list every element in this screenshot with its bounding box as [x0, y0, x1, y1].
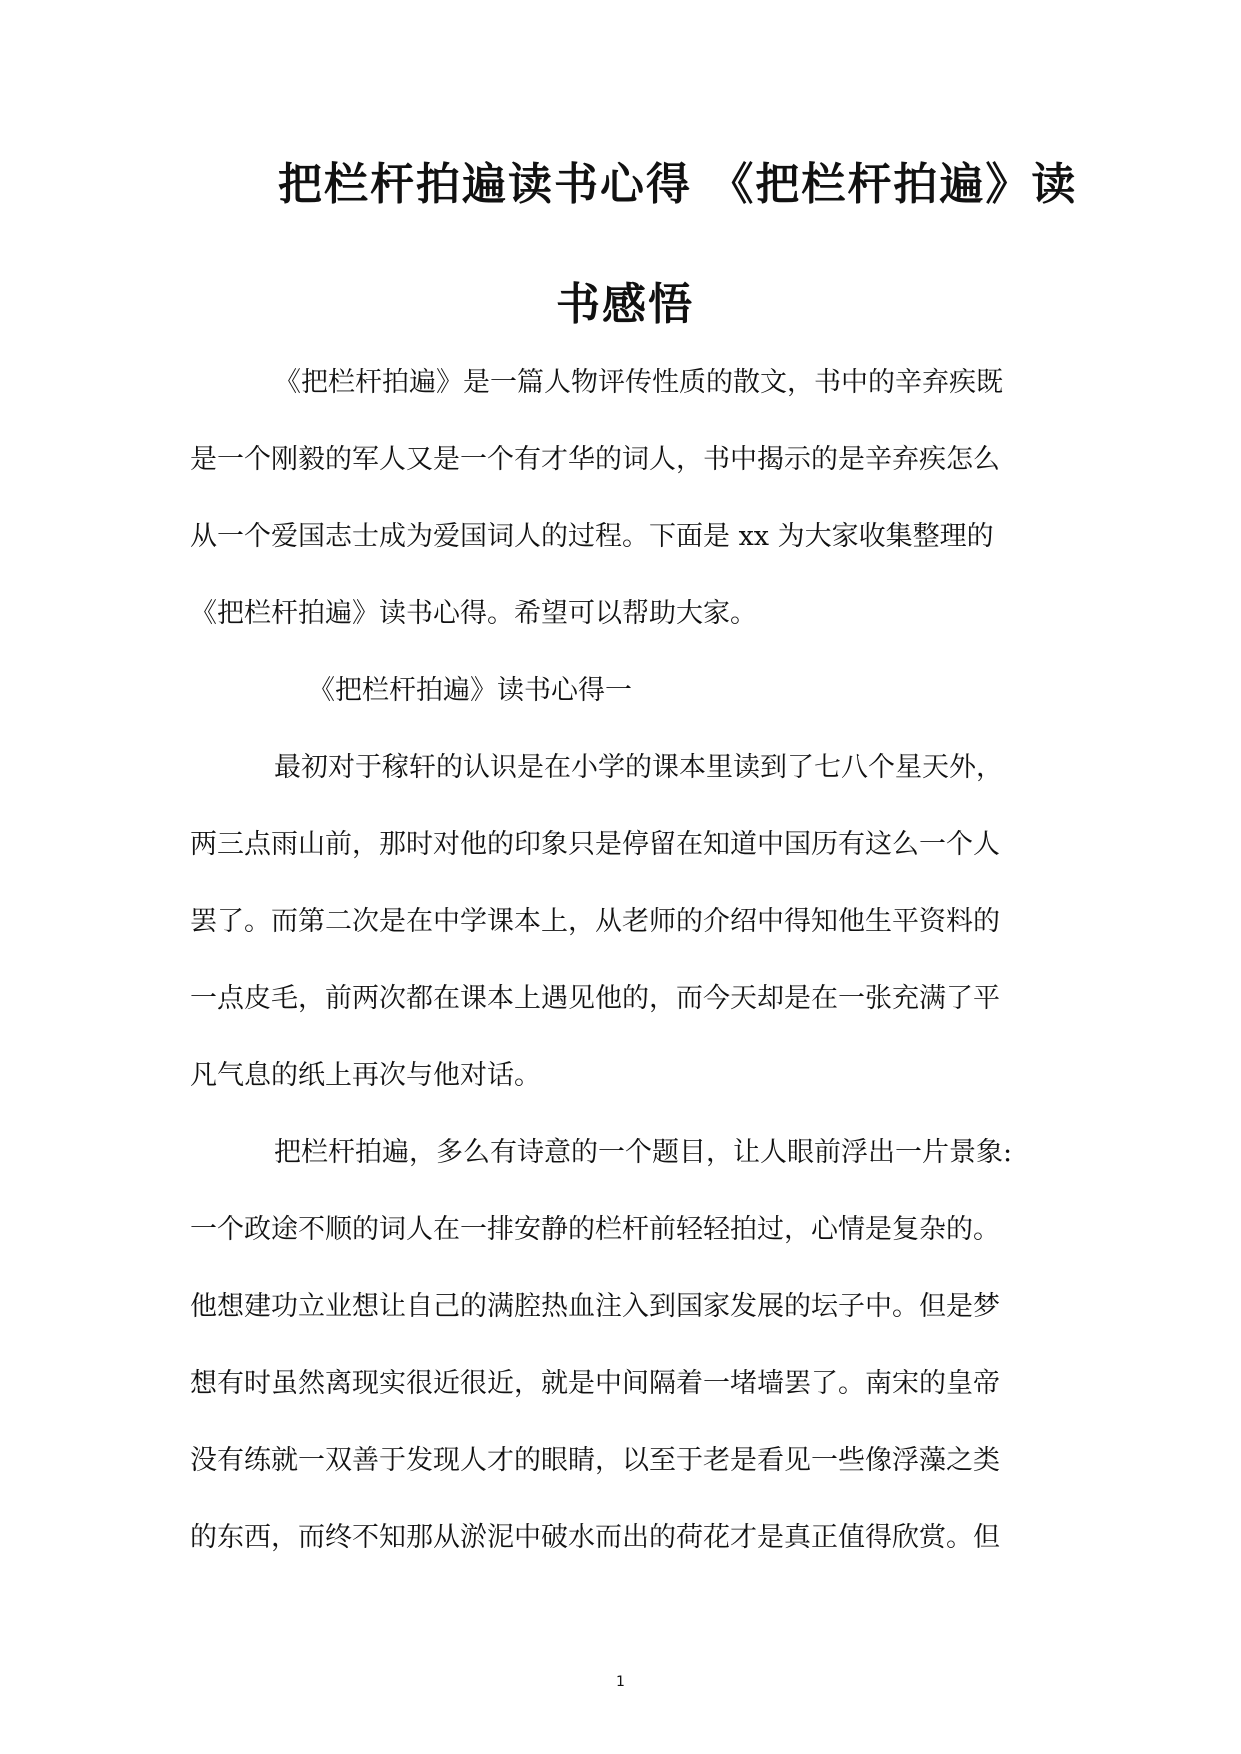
paragraph-line: 想有时虽然离现实很近很近，就是中间隔着一堵墙罢了。南宋的皇帝: [190, 1368, 1000, 1399]
document-body: [190, 344, 1060, 1576]
paragraph-line: 的东西，而终不知那从淤泥中破水而出的荷花才是真正值得欣赏。但: [190, 1522, 1000, 1553]
section-subheading: 《把栏杆拍遍》读书心得一: [308, 675, 632, 706]
paragraph-line: 他想建功立业想让自己的满腔热血注入到国家发展的坛子中。但是梦: [190, 1291, 1000, 1322]
paragraph-line: 一点皮毛，前两次都在课本上遇见他的，而今天却是在一张充满了平: [190, 983, 1000, 1014]
paragraph-line: 罢了。而第二次是在中学课本上，从老师的介绍中得知他生平资料的: [190, 906, 1000, 937]
intro-line: 《把栏杆拍遍》读书心得。希望可以帮助大家。: [190, 598, 757, 629]
document-title-line-1: 把栏杆拍遍读书心得 《把栏杆拍遍》读: [278, 159, 1078, 210]
document-title-line-2: 书感悟: [556, 279, 694, 330]
paragraph-line: 两三点雨山前，那时对他的印象只是停留在知道中国历有这么一个人: [190, 829, 1000, 860]
paragraph-line: 没有练就一双善于发现人才的眼睛，以至于老是看见一些像浮藻之类: [190, 1445, 1000, 1476]
paragraph-line: 把栏杆拍遍，多么有诗意的一个题目，让人眼前浮出一片景象:: [274, 1137, 1013, 1168]
intro-line: 是一个刚毅的军人又是一个有才华的词人，书中揭示的是辛弃疾怎么: [190, 444, 1000, 475]
intro-line: 《把栏杆拍遍》是一篇人物评传性质的散文，书中的辛弃疾既: [274, 367, 1003, 398]
page-number: 1: [616, 1674, 625, 1690]
paragraph-line: 一个政途不顺的词人在一排安静的栏杆前轻轻拍过，心情是复杂的。: [190, 1214, 1000, 1245]
paragraph-line: 最初对于稼轩的认识是在小学的课本里读到了七八个星天外，: [274, 752, 1003, 783]
intro-line: 从一个爱国志士成为爱国词人的过程。下面是 xx 为大家收集整理的: [190, 521, 994, 552]
paragraph-line: 凡气息的纸上再次与他对话。: [190, 1060, 541, 1091]
